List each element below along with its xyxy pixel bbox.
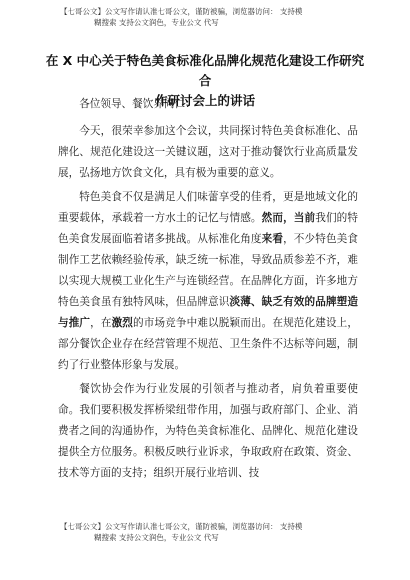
page-footer-notice xyxy=(60,521,370,543)
title-line-1: 在 X 中心关于特色美食标准化品牌化规范化建设工作研究合 xyxy=(45,53,365,88)
footer-line-1: 【七哥公文】公文写作请认准七哥公文，谨防被骗，浏览器访问： 支持模 xyxy=(60,522,303,531)
title-line-2: 作研讨会上的讲话 xyxy=(154,93,255,108)
paragraph-1: 今天，很荣幸参加这个会议，共同探讨特色美食标准化、品牌化、规范化建设这一关键议题，这对于推动餐饮行业高质量发展，弘扬地方饮食文化，具有极为重要的意义。 xyxy=(58,125,358,179)
header-line-2: 糊搜索 支持公文润色，专业公文 代写 xyxy=(94,18,219,27)
paragraph-2-highlight-d: 激烈 xyxy=(111,317,134,329)
greeting: 各位领导、餐饮界同仁： xyxy=(79,98,196,110)
paragraph-2-highlight-a: 然而，当前 xyxy=(261,212,316,224)
paragraph-2-text-c: 我们的特色美食发展面临着诸多挑战。从标准化角度 xyxy=(58,212,358,245)
paragraph-2 xyxy=(58,187,358,376)
paragraph-2-text-g: ，在 xyxy=(90,317,112,329)
paragraph-2-text-e: ，不少特色美食制作工艺依赖经验传承，缺乏统一标准，导致品质参差不齐，难以实现大规模工业化生产与连锁经营。在品牌化方面，许多地方特色美食虽有独特风味，但品牌意识 xyxy=(58,233,358,308)
speech-body xyxy=(58,94,358,487)
paragraph-2-highlight-c: 淡薄、缺乏有效的品牌塑造与推广 xyxy=(58,296,358,329)
paragraph-2-text-i: 的市场竞争中难以脱颖而出。在规范化建设上，部分餐饮企业存在经营管理不规范、卫生条件不达标等问题，制约了行业整体形象与发展。 xyxy=(58,317,358,371)
paragraph-3: 餐饮协会作为行业发展的引领者与推动者，肩负着重要使命。我们要积极发挥桥梁纽带作用，加强与政府部门、企业、消费者之间的沟通协作，为特色美食标准化、品牌化、规范化建设提供全方位服务。积极反映行业诉求，争取政府在政策、资金、技术等方面的支持；组织开展行业培训、技 xyxy=(58,383,358,479)
header-line-1: 【七哥公文】公文写作请认准七哥公文，谨防被骗，浏览器访问： 支持模 xyxy=(60,7,303,16)
footer-line-2: 糊搜索 支持公文润色，专业公文 代写 xyxy=(94,533,219,542)
page-header-notice xyxy=(60,6,370,28)
paragraph-2-highlight-b: 来看 xyxy=(261,233,284,245)
paragraph-2-text-a: 特色美食不仅是满足人们味蕾享受的佳肴，更是地域文化的重要载体，承载着一方水土的记忆与情感。 xyxy=(58,191,358,224)
